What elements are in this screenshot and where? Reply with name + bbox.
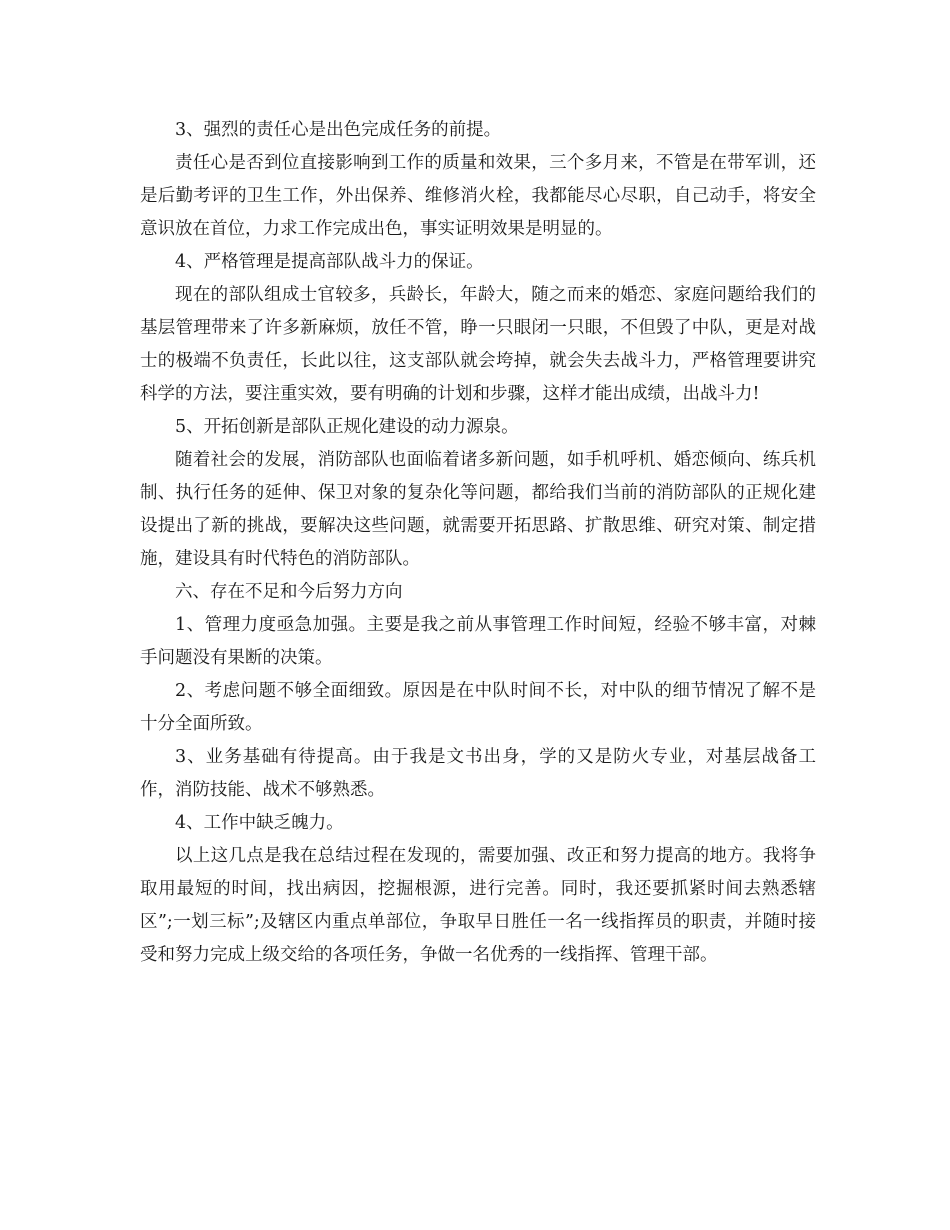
section-heading-responsibility: 3、强烈的责任心是出色完成任务的前提。 bbox=[175, 120, 502, 140]
body-paragraph-strict-management: 现在的部队组成士官较多，兵龄长，年龄大，随之而来的婚恋、家庭问题给我们的基层管理带来了许多新麻烦，放任不管，睁一只眼闭一只眼，不但毁了中队，更是对战士的极端不负责任，长此以往，这支部队就会垮掉，就会失去战斗力，严格管理要讲究科学的方法，要注重实效，要有明确的计划和步骤，这样才能出成绩，出战斗力! bbox=[140, 285, 816, 404]
shortcoming-item-2: 2、考虑问题不够全面细致。原因是在中队时间不长，对中队的细节情况了解不是十分全面所致。 bbox=[140, 681, 816, 734]
shortcoming-item-1: 1、管理力度亟急加强。主要是我之前从事管理工作时间短，经验不够丰富，对棘手问题没有果断的决策。 bbox=[140, 615, 816, 668]
closing-paragraph: 以上这几点是我在总结过程在发现的，需要加强、改正和努力提高的地方。我将争取用最短的时间，找出病因，挖掘根源，进行完善。同时，我还要抓紧时间去熟悉辖区”;一划三标”;及辖区内重点单部位，争取早日胜任一名一线指挥员的职责，并随时接受和努力完成上级交给的各项任务，争做一名优秀的一线指挥、管理干部。 bbox=[140, 846, 816, 965]
section-heading-strict-management: 4、严格管理是提高部队战斗力的保证。 bbox=[175, 252, 484, 272]
section-heading-shortcomings: 六、存在不足和今后努力方向 bbox=[175, 582, 403, 602]
shortcoming-item-3: 3、业务基础有待提高。由于我是文书出身，学的又是防火专业，对基层战备工作，消防技能、战术不够熟悉。 bbox=[140, 747, 816, 800]
body-paragraph-innovation: 随着社会的发展，消防部队也面临着诸多新问题，如手机呼机、婚恋倾向、练兵机制、执行任务的延伸、保卫对象的复杂化等问题，都给我们当前的消防部队的正规化建设提出了新的挑战，要解决这些问题，就需要开拓思路、扩散思维、研究对策、制定措施，建设具有时代特色的消防部队。 bbox=[140, 450, 816, 569]
shortcoming-item-4: 4、工作中缺乏魄力。 bbox=[175, 813, 344, 833]
section-heading-innovation: 5、开拓创新是部队正规化建设的动力源泉。 bbox=[175, 417, 519, 437]
body-paragraph-responsibility: 责任心是否到位直接影响到工作的质量和效果，三个多月来，不管是在带军训，还是后勤考评的卫生工作，外出保养、维修消火栓，我都能尽心尽职，自己动手，将安全意识放在首位，力求工作完成出色，事实证明效果是明显的。 bbox=[140, 153, 816, 239]
document-body bbox=[140, 114, 816, 972]
